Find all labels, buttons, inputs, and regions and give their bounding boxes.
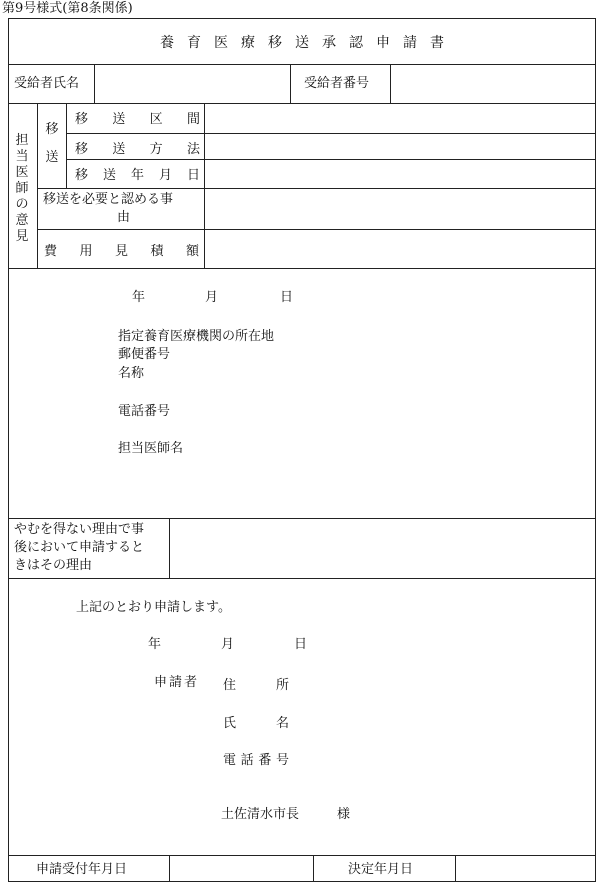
decision-date-field[interactable] [456,856,595,882]
necessity-reason-label-line2: 由 [117,210,131,225]
form-title: 養 育 医 療 移 送 承 認 申 請 書 [160,35,444,51]
institution-phone-label: 電話番号 [118,404,171,419]
postal-code-label: 郵便番号 [118,347,171,362]
applicant-date-day: 日 [294,637,308,652]
late-reason-label: やむを得ない理由で事 後において申請すると きはその理由 [14,522,145,573]
receipt-date-label: 申請受付年月日 [36,862,128,877]
applicant-phone-label: 電 話 番 号 [223,753,289,768]
doctor-date-month: 月 [205,290,219,305]
recipient-number-label: 受給者番号 [304,76,370,91]
transport-date-label: 移 送 年 月 日 [75,168,200,183]
cost-estimate-label: 費 用 見 積 額 [44,244,199,259]
late-reason-field[interactable] [170,519,595,578]
recipient-name-field[interactable] [95,65,290,103]
doctor-date-day: 日 [280,290,294,305]
transport-label: 移 送 [45,122,59,165]
applicant-date-year: 年 [148,637,162,652]
recipient-name-label: 受給者氏名 [14,76,80,91]
necessity-reason-label-line1: 移送を必要と認める事 [43,192,174,207]
form-number: 第9号様式(第8条関係) [2,1,133,16]
transport-method-field[interactable] [205,134,595,159]
decision-date-label: 決定年月日 [348,862,414,877]
applicant-date-month: 月 [221,637,235,652]
institution-address-label: 指定養育医療機関の所在地 [118,329,275,344]
application-statement: 上記のとおり申請します。 [76,600,231,615]
recipient-number-field[interactable] [391,65,595,103]
applicant-label: 申請者 [154,675,200,690]
receipt-date-field[interactable] [170,856,313,882]
addressee-honorific: 様 [337,807,351,822]
cost-estimate-field[interactable] [205,230,595,268]
necessity-reason-field[interactable] [205,189,595,229]
transport-section-label: 移 送 区 間 [75,112,200,127]
doctor-name-label: 担当医師名 [118,441,184,456]
transport-method-label: 移 送 方 法 [75,142,200,157]
transport-section-field[interactable] [205,104,595,133]
applicant-name-label: 氏 名 [223,716,289,731]
transport-date-field[interactable] [205,160,595,188]
doctor-date-year: 年 [132,290,146,305]
doctor-opinion-label: 担 当 医 師 の 意 見 [15,133,29,244]
addressee: 土佐清水市長 [221,807,300,822]
applicant-address-label: 住 所 [223,678,289,693]
institution-name-label: 名称 [118,366,145,381]
